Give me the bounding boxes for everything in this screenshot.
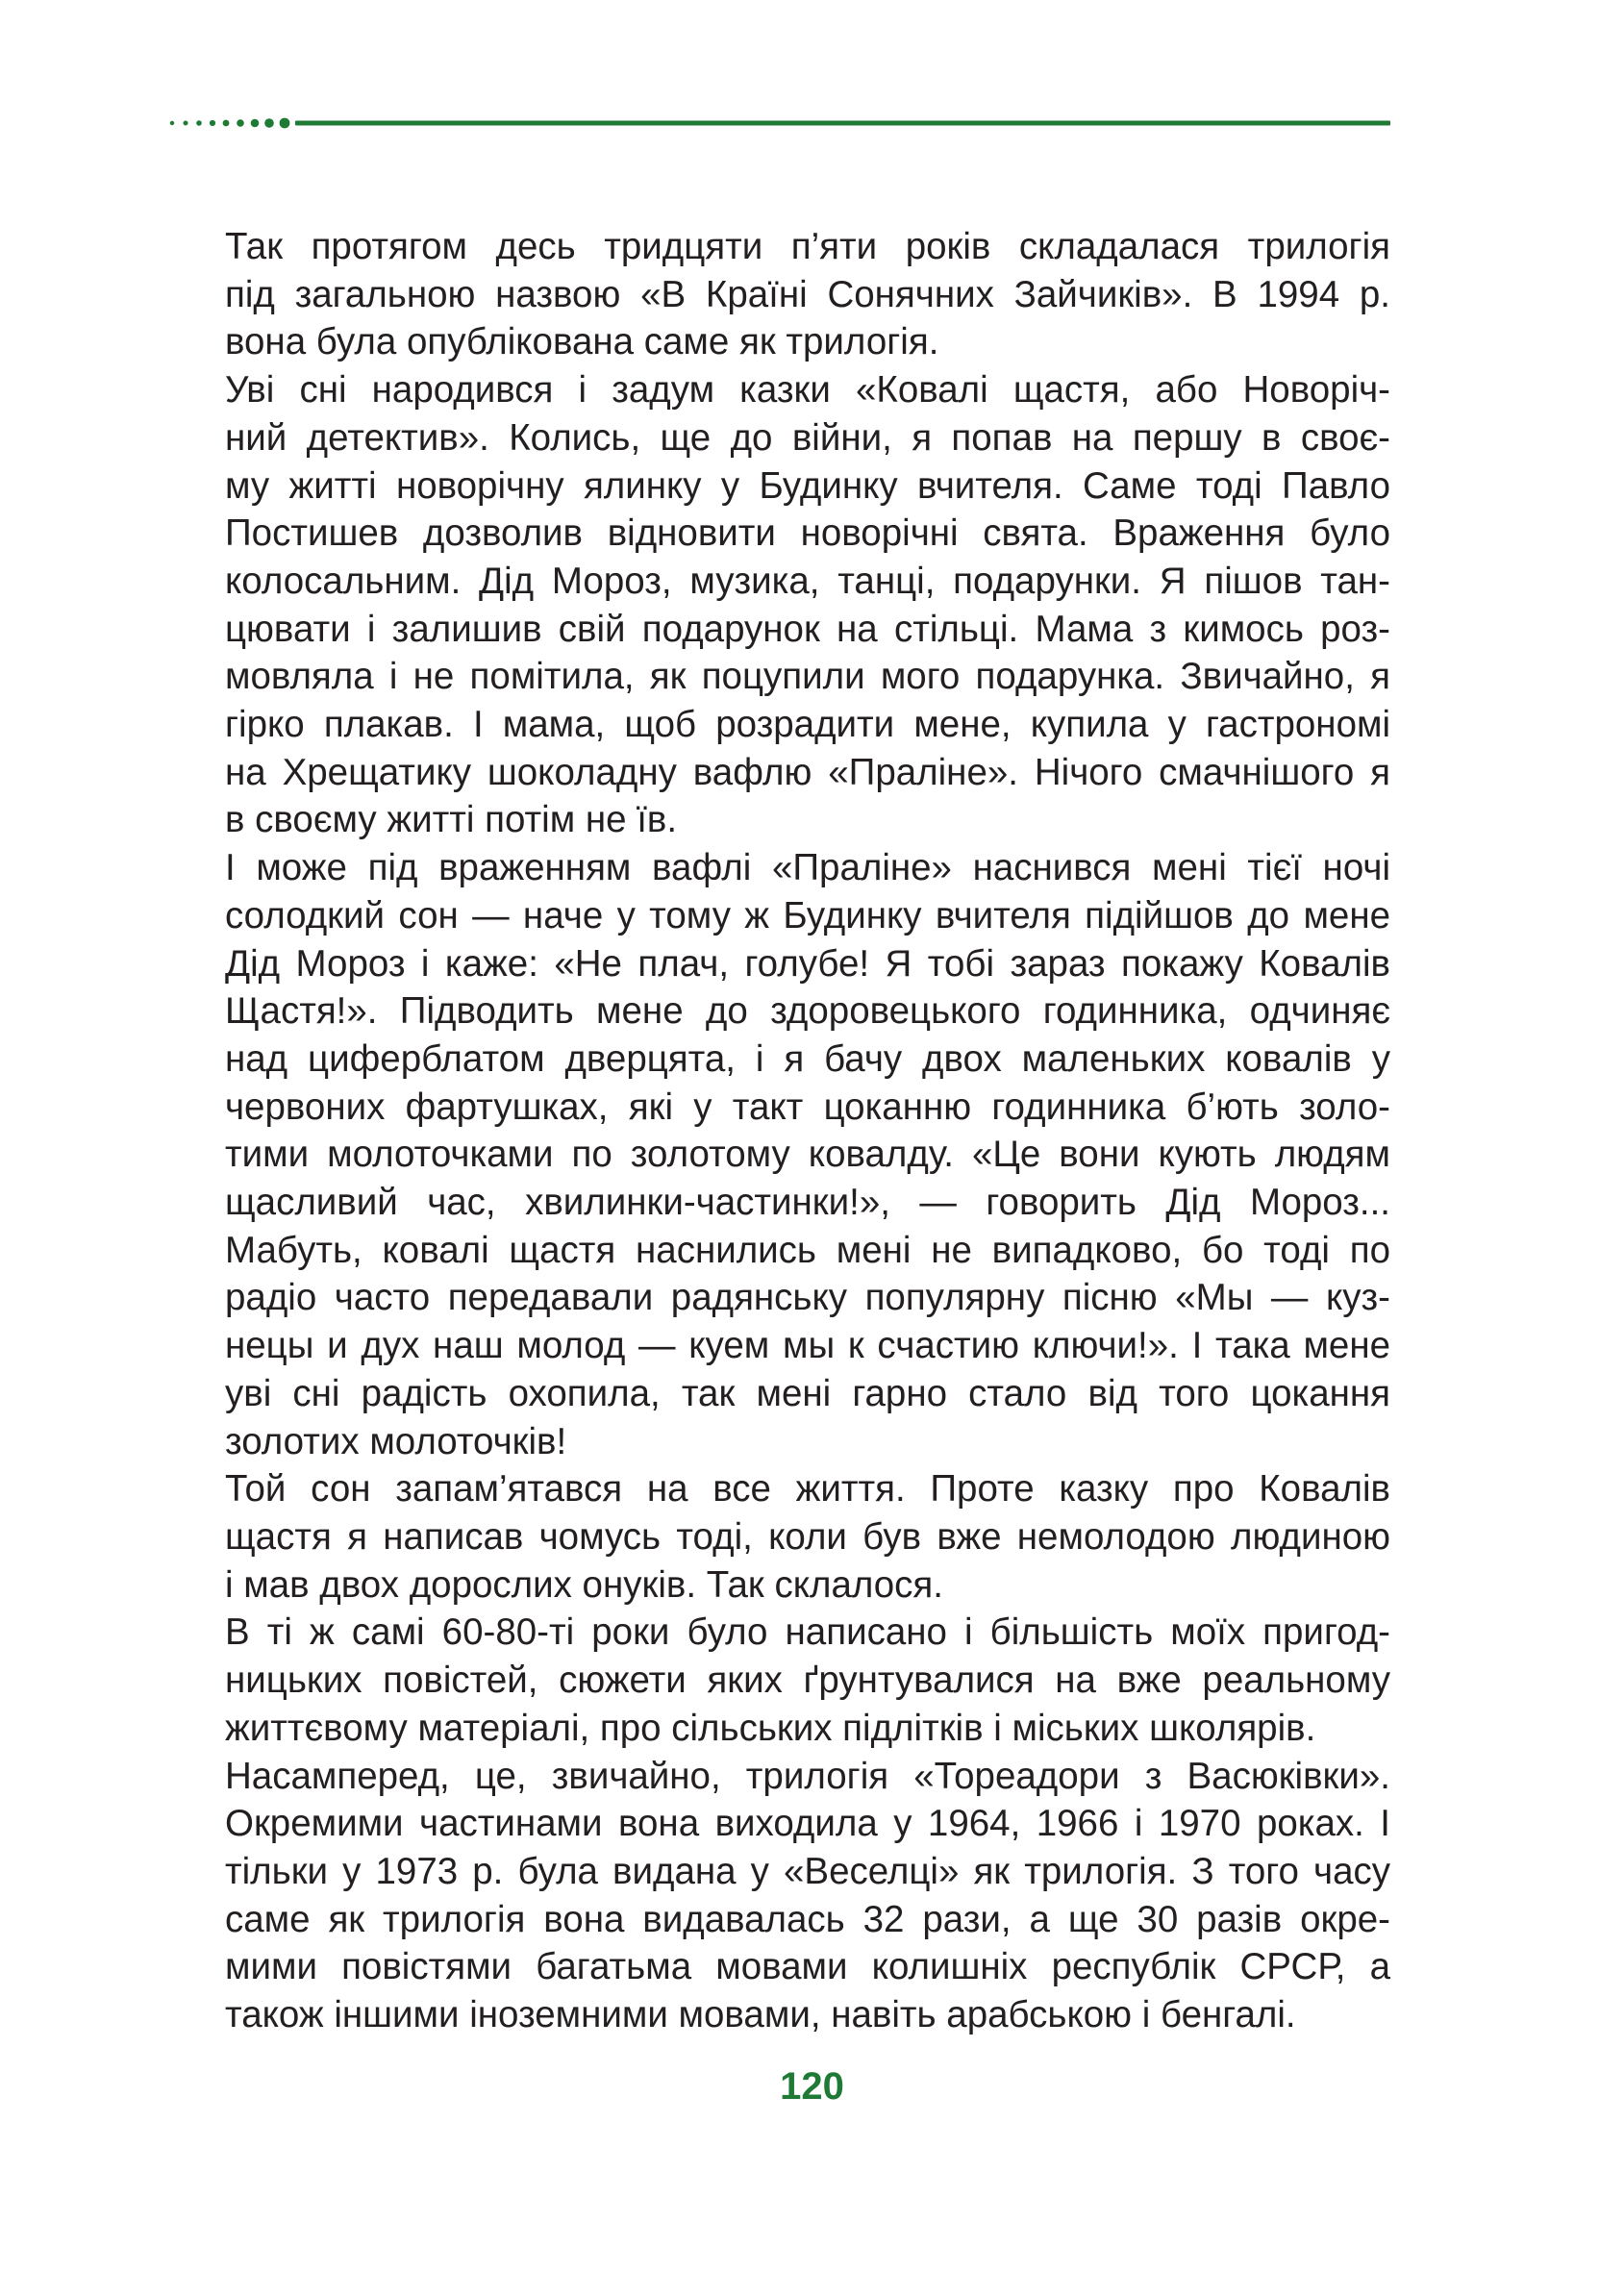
text-line: Мабуть, ковалі щастя наснились мені не випадково, бо тоді по (225, 1229, 1390, 1271)
text-line: і мав двох дорослих онуків. Так склалося. (225, 1563, 943, 1606)
text-line: ний детектив». Колись, ще до війни, я попав на першу в своє- (225, 416, 1390, 459)
text-line: життєвому матеріалі, про сільських підлітків і міських школярів. (225, 1707, 1316, 1749)
text-line: Дід Мороз і каже: «Не плач, голубе! Я тобі зараз покажу Ковалів (225, 942, 1390, 985)
text-line: тими молоточками по золотому ковалду. «Це вони кують людям (225, 1134, 1390, 1176)
text-line: щастя я написав чомусь тоді, коли був вже немолодою людиною (225, 1515, 1390, 1558)
text-line: радіо часто передавали радянську популярну пісню «Мы — куз- (225, 1277, 1390, 1319)
text-line: му житті новорічну ялинку у Будинку вчителя. Саме тоді Павло (225, 464, 1390, 507)
text-line: уві сні радість охопила, так мені гарно стало від того цокання (225, 1372, 1390, 1414)
text-line: І може під враженням вафлі «Праліне» наснився мені тієї ночі (225, 847, 1390, 889)
text-line: нецы и дух наш молод — куем мы к счастию ключи!». І така мене (225, 1325, 1390, 1367)
text-line: золотих молоточків! (225, 1420, 567, 1462)
text-line: в своєму житті потім не їв. (225, 799, 678, 841)
text-line: Окремими частинами вона виходила у 1964, 1966 і 1970 роках. І (225, 1803, 1390, 1845)
text-line: на Хрещатику шоколадну вафлю «Праліне». Нічого смачнішого я (225, 751, 1390, 793)
text-line: Постишев дозволив відновити новорічні свята. Враження було (225, 512, 1390, 555)
text-line: щасливий час, хвилинки-частинки!», — говорить Дід Мороз... (225, 1182, 1390, 1224)
text-line: під загальною назвою «В Країні Сонячних Зайчиків». В 1994 р. (225, 273, 1390, 315)
paragraph (169, 1753, 1390, 2039)
paragraph (169, 223, 1390, 366)
text-line: мими повістями багатьма мовами колишніх республік СРСР, а (225, 1946, 1390, 1988)
paragraph (169, 366, 1390, 844)
text-line: Насамперед, це, звичайно, трилогія «Тореадори з Васюківки». (225, 1755, 1390, 1797)
text-line: мовляла і не помітила, як поцупили мого подарунка. Звичайно, я (225, 656, 1390, 698)
paragraph (169, 1609, 1390, 1752)
text-line: В ті ж самі 60-80-ті роки було написано і більшість моїх пригод- (225, 1611, 1390, 1654)
text-line: тільки у 1973 р. була видана у «Веселці» як трилогія. З того часу (225, 1850, 1390, 1892)
header-rule-graphic (169, 115, 1390, 131)
text-line: гірко плакав. І мама, щоб розрадити мене, купила у гастрономі (225, 704, 1390, 746)
text-line: над циферблатом дверцята, і я бачу двох маленьких ковалів у (225, 1037, 1390, 1080)
text-line: цювати і залишив свій подарунок на стільці. Мама з кимось роз- (225, 608, 1390, 650)
text-line: саме як трилогія вона видавалась 32 рази, а ще 30 разів окре- (225, 1898, 1390, 1940)
text-line: Той сон запам’ятався на все життя. Проте казку про Ковалів (225, 1468, 1390, 1511)
text-line: вона була опублікована саме як трилогія. (225, 321, 939, 363)
article-text (169, 223, 1390, 2039)
text-line: червоних фартушках, які у такт цоканню годинника б’ють золо- (225, 1086, 1390, 1128)
text-line: Так протягом десь тридцяти п’яти років складалася трилогія (225, 226, 1390, 267)
page-number: 120 (780, 2065, 844, 2108)
text-line: Щастя!». Підводить мене до здоровецького годинника, одчиняє (225, 990, 1390, 1033)
header-dotted-rule (169, 115, 1390, 131)
text-line: ницьких повістей, сюжети яких ґрунтувалися на вже реальному (225, 1660, 1390, 1702)
text-line: також іншими іноземними мовами, навіть арабською і бенгалі. (225, 1994, 1296, 2036)
paragraph (169, 844, 1390, 1465)
paragraph (169, 1465, 1390, 1609)
text-line: колосальним. Дід Мороз, музика, танці, подарунки. Я пішов тан- (225, 560, 1390, 602)
text-line: Уві сні народився і задум казки «Ковалі щастя, або Новоріч- (225, 369, 1390, 412)
text-line: солодкий сон — наче у тому ж Будинку вчителя підійшов до мене (225, 894, 1390, 936)
